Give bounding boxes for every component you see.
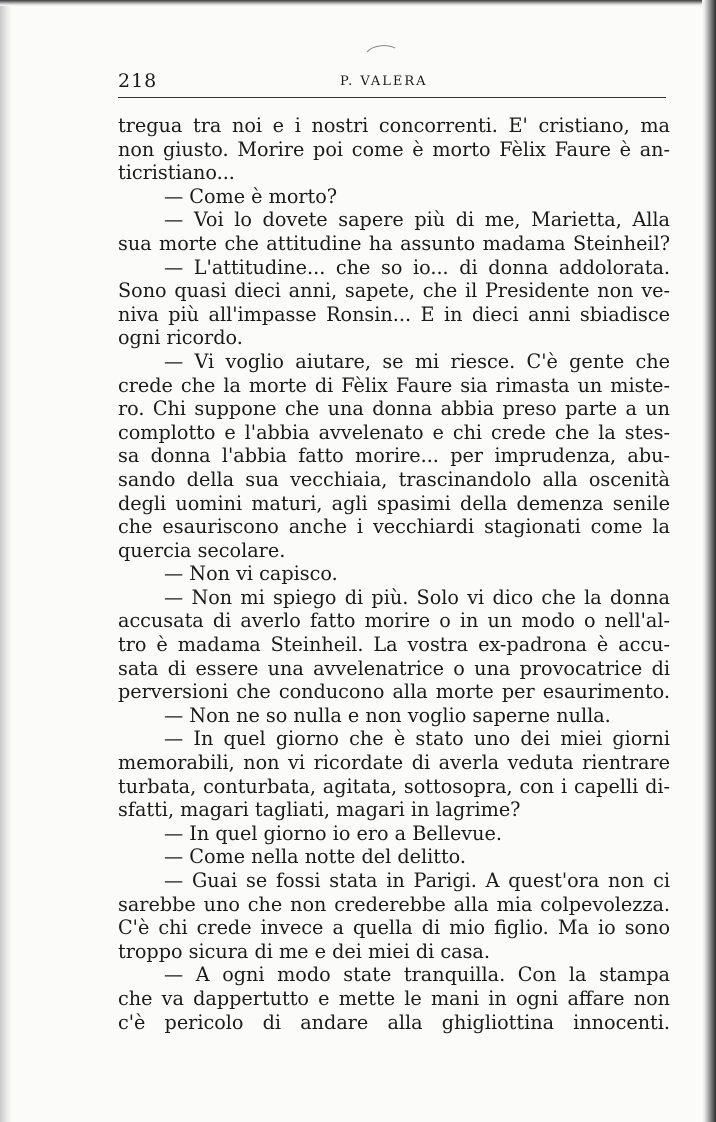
text-line: — L'attitudine... che so io... di donna addolorata.	[164, 255, 670, 279]
text-line: — Non mi spiego di più. Solo vi dico che la donna	[164, 585, 670, 609]
text-line: sa donna l'abbia fatto morire... per imprudenza, abu-	[118, 444, 670, 468]
text-line: sata di essere una avvelenatrice o una provocatrice di	[118, 656, 670, 680]
text-line: sando della sua vecchiaia, trascinandolo alla oscenità	[118, 467, 670, 491]
text-line: — A ogni modo state tranquilla. Con la stampa	[164, 963, 670, 987]
text-line: niva più all'impasse Ronsin... E in dieci anni sbiadisce	[118, 302, 670, 326]
text-line: degli uomini maturi, agli spasimi della demenza senile	[118, 491, 670, 515]
text-line: — In quel giorno io ero a Bellevue.	[164, 821, 502, 845]
text-line: complotto e l'abbia avvelenato e chi crede che la stes-	[118, 420, 670, 444]
text-line: memorabili, non vi ricordate di averla veduta rientrare	[118, 751, 670, 775]
text-line: ticristiano...	[118, 161, 235, 185]
text-line: accusata di averlo fatto morire o in un modo o nell'al-	[118, 609, 670, 633]
text-line: che va dappertutto e mette le mani in ogni affare non	[118, 986, 670, 1010]
text-line: turbata, conturbata, agitata, sottosopra, con i capelli di-	[118, 774, 670, 798]
page-edge-right	[702, 0, 716, 1122]
text-line: — Come nella notte del delitto.	[164, 845, 466, 869]
text-line: — Guai se fossi stata in Parigi. A quest'ora non ci	[164, 869, 670, 892]
text-line: — Vi voglio aiutare, se mi riesce. C'è gente che	[164, 349, 670, 373]
text-line: ogni ricordo.	[118, 326, 243, 350]
page-header	[118, 70, 666, 100]
page-number: 218	[118, 70, 158, 92]
text-line: — In quel giorno che è stato uno dei miei giorni	[164, 727, 670, 751]
text-line: — Voi lo dovete sapere più di me, Marietta, Alla	[164, 208, 670, 232]
text-line: — Come è morto?	[164, 184, 338, 208]
text-line: sua morte che attitudine ha assunto madama Steinheil?	[118, 231, 670, 255]
text-line: che esauriscono anche i vecchiardi stagionati come la	[118, 515, 670, 539]
text-line: — Non ne so nulla e non voglio saperne nulla.	[164, 703, 611, 727]
text-line: C'è chi crede invece a quella di mio figlio. Ma io sono	[118, 916, 670, 940]
body-text	[118, 114, 670, 1034]
text-line: — Non vi capisco.	[164, 562, 338, 586]
text-line: tregua tra noi e i nostri concorrenti. E' cristiano, ma	[118, 114, 670, 137]
text-line: quercia secolare.	[118, 538, 286, 562]
running-head: P. VALERA	[340, 74, 428, 89]
text-line: non giusto. Morire poi come è morto Fèlix Faure è an-	[118, 137, 670, 161]
page-edge-left	[0, 0, 12, 1122]
ink-mark	[365, 44, 399, 54]
text-line: sarebbe uno che non crederebbe alla mia colpevolezza.	[118, 892, 670, 916]
text-line: troppo sicura di me e dei miei di casa.	[118, 939, 490, 963]
header-rule	[118, 97, 666, 98]
text-line: perversioni che conducono alla morte per esaurimento.	[118, 680, 670, 704]
text-line: ro. Chi suppone che una donna abbia preso parte a un	[118, 397, 670, 421]
text-line: Sono quasi dieci anni, sapete, che il Presidente non ve-	[118, 279, 670, 303]
text-line: crede che la morte di Fèlix Faure sia rimasta un miste-	[118, 373, 670, 397]
text-line: sfatti, magari tagliati, magari in lagrime?	[118, 798, 521, 822]
text-line: tro è madama Steinheil. La vostra ex-padrona è accu-	[118, 633, 670, 657]
text-line: c'è pericolo di andare alla ghigliottina innocenti.	[118, 1010, 670, 1034]
page-edge-top	[0, 0, 716, 6]
